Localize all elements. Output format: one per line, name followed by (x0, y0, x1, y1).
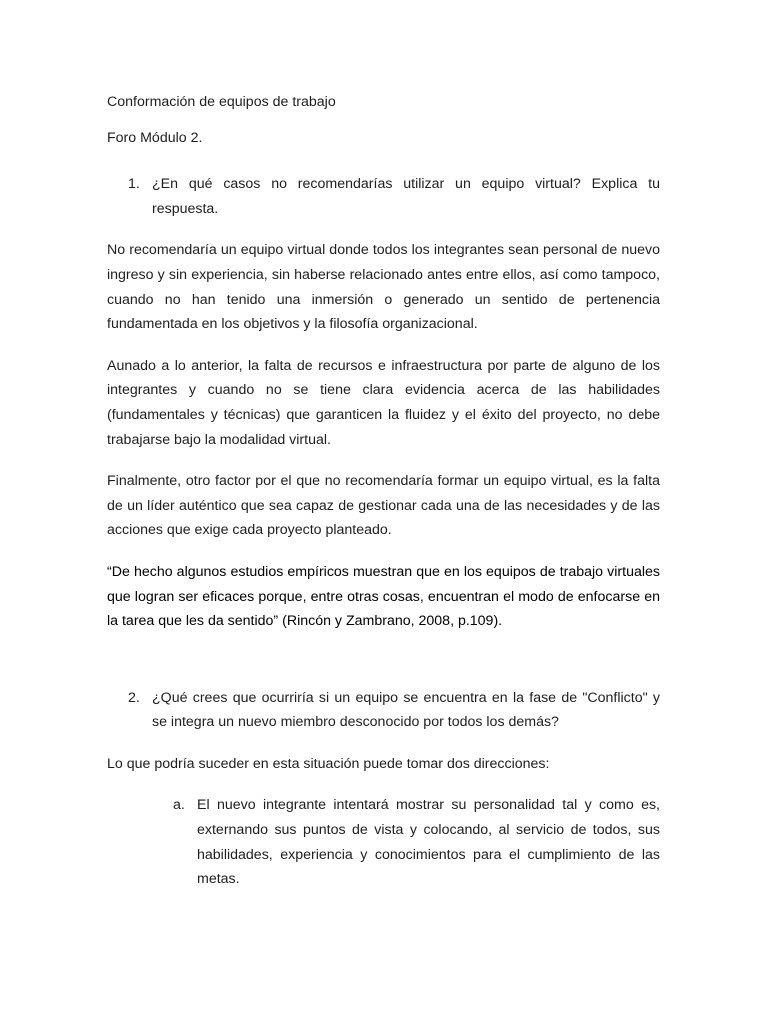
sub-item-a-text: El nuevo integrante intentará mostrar su personalidad tal y como es, externando sus puntos de vista y colocando, al servicio de todos, sus habilidades, experiencia y conocimientos para el cumplimiento de las metas. (197, 797, 660, 888)
document-subtitle: Foro Módulo 2. (107, 129, 203, 146)
section-spacer (107, 634, 660, 686)
question-2-text: ¿Qué crees que ocurriría si un equipo se encuentra en la fase de "Conflicto" y se integra un nuevo miembro desconocido por todos los demás? (152, 689, 660, 731)
paragraph-3: Finalmente, otro factor por el que no recomendaría formar un equipo virtual, es la falta de un líder auténtico que sea capaz de gestionar cada una de las necesidades y de las acciones que exige cada proyecto planteado. (107, 473, 660, 539)
question-2-number: 2. (128, 689, 140, 706)
document-title: Conformación de equipos de trabajo (107, 94, 336, 110)
sub-item-a-letter: a. (173, 797, 185, 814)
question-1-text: ¿En qué casos no recomendarías utilizar un equipo virtual? Explica tu respuesta. (152, 176, 660, 217)
paragraph-2: Aunado a lo anterior, la falta de recursos e infraestructura por parte de alguno de los integrantes y cuando no se tiene clara evidencia acerca de las habilidades (fundamentales y técnicas) que garanticen la fluidez y el éxito del proyecto, no debe trabajarse bajo la modalidad virtual. (107, 357, 660, 448)
question-2 (128, 686, 660, 735)
answer-2-intro: Lo que podría suceder en esta situación puede tomar dos direcciones: (107, 755, 550, 772)
question-1-number: 1. (128, 176, 140, 193)
question-1 (128, 172, 660, 221)
paragraph-1: No recomendaría un equipo virtual donde todos los integrantes sean personal de nuevo ingreso y sin experiencia, sin haberse relacionado antes entre ellos, así como tampoco, cuando no han tenido una inmersión o generado un sentido de pertenencia fundamentada en los objetivos y la filosofía organizacional. (107, 242, 660, 333)
sub-item-a (173, 793, 660, 891)
quote-paragraph: “De hecho algunos estudios empíricos muestran que en los equipos de trabajo virtuales que logran ser eficaces porque, entre otras cosas, encuentran el modo de enfocarse en la tarea que les da sentido” (Rincón y Zambrano, 2008, p.109). (107, 563, 660, 630)
document-page (107, 90, 660, 892)
